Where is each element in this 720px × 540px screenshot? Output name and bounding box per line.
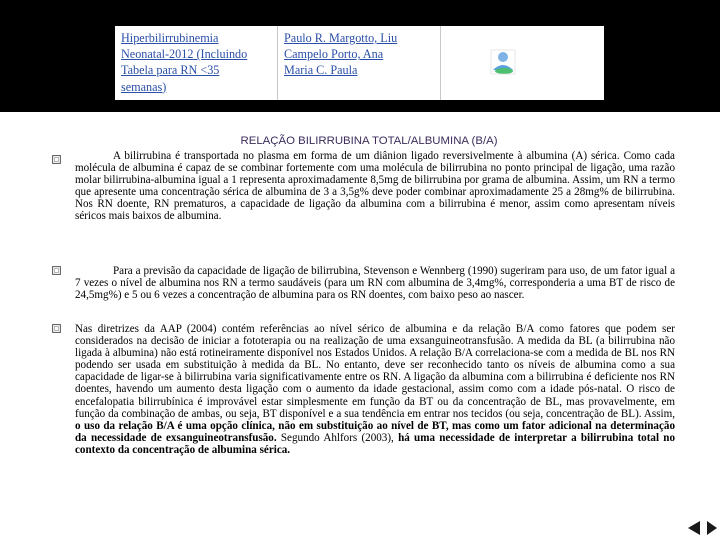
header-links-table xyxy=(115,26,604,100)
link-line: Campelo Porto, Ana xyxy=(284,47,384,62)
link-hiperbilirrubinemia[interactable] xyxy=(121,30,273,95)
paragraph-3-emphasis-1: o uso da relação B/A é uma opção clínica, não em substituição ao nível de BT, mas como um fator adicional na determinação da necessidade de exsanguineotransfusão. xyxy=(75,419,675,444)
slide-title: RELAÇÃO BILIRRUBINA TOTAL/ALBUMINA (B/A) xyxy=(240,135,498,147)
paragraph-1 xyxy=(75,150,675,223)
previous-slide-icon[interactable] xyxy=(686,520,702,536)
link-authors[interactable] xyxy=(284,30,436,79)
link-line: Hiperbilirrubinemia xyxy=(121,31,219,45)
link-line: Paulo R. Margotto, Liu xyxy=(284,31,398,45)
paragraph-3 xyxy=(75,323,675,456)
paragraph-2 xyxy=(75,265,675,301)
header-cell-1 xyxy=(115,26,278,100)
header-cell-3 xyxy=(441,26,604,100)
bullet-icon xyxy=(52,155,61,164)
link-line: Maria C. Paula xyxy=(284,63,358,78)
paragraph-1-text: A bilirrubina é transportada no plasma em forma de um diânion ligado reversivelmente à albumina (A) sérica. Como cada molécula de albumina é capaz de se combinar fortemente com uma molécula de bilirrubina no ponto principal de ligação, uma razão molar bilirrubina-albumina igual a 1 representa aproximadamente 8,5mg de bilirrubina por grama de albumina. Assim, um RN a termo que apresente uma concentração sérica de albumina de 3 a 3,5g% deve poder combinar aproximadamente 25 a 28mg% de bilirrubina. Nos RN doente, RN prematuros, a capacidade de ligação da albumina com a bilirrubina é menor, assim como apresentam níveis séricos mais baixos de albumina. xyxy=(75,150,675,223)
paragraph-3-text: Nas diretrizes da AAP (2004) contém referências ao nível sérico de albumina e da relação B/A como fatores que podem ser considerados na decisão de iniciar a fototerapia ou na realização de uma exsanguineotransfusão. A medida da BL (a bilirrubina não ligada à albumina) não está rotineiramente disponível nos Estados Unidos. A relação B/A correlaciona-se com a medida de BL nos RN podendo ser usada em substituição à medida da BL. No entanto, deve ser reconhecido tanto os níveis de albumina como a sua capacidade de ligar-se à bilirrubina varia significativamente entre os RN. A ligação da albumina com a bilirrubina é deficiente nos RN doentes, havendo um aumento desta ligação com o aumento da idade gestacional, assim como com a idade pós-natal. O risco de encefalopatia bilirrubínica é improvável estar simplesmente em função da BT ou da concentração de BL, mas provavelmente, em função da combinação de ambas, ou seja, BT disponível e a sua tendência em entrar nos tecidos (ou seja, concentração de BL). Assim, xyxy=(75,323,675,420)
link-line: Neonatal-2012 (Incluindo xyxy=(121,47,248,62)
top-banner xyxy=(0,0,720,112)
link-line: Tabela para RN <35 xyxy=(121,63,220,78)
user-icon[interactable] xyxy=(489,48,517,76)
paragraph-2-text: Para a previsão da capacidade de ligação de bilirrubina, Stevenson e Wennberg (1990) sugeriram para uso, de um fator igual a 7 vezes o nível de albumina nos RN a termo saudáveis (para um RN com albumina de 3,4mg%, corresponderia a uma BT de risco de 24,5mg%) e 5 ou 6 vezes a concentração de albumina para os RN doentes, com baixo peso ao nascer. xyxy=(75,265,675,302)
bullet-icon xyxy=(52,266,61,275)
header-cell-2 xyxy=(278,26,441,100)
bullet-icon xyxy=(52,324,61,333)
paragraph-3-emphasis-2: há uma necessidade de interpretar a bilirrubina total no contexto da concentração de albumina sérica. xyxy=(75,431,676,456)
next-slide-icon[interactable] xyxy=(706,520,718,536)
paragraph-3-citation: Segundo Ahlfors (2003), xyxy=(280,431,394,444)
link-line: semanas) xyxy=(121,79,167,94)
